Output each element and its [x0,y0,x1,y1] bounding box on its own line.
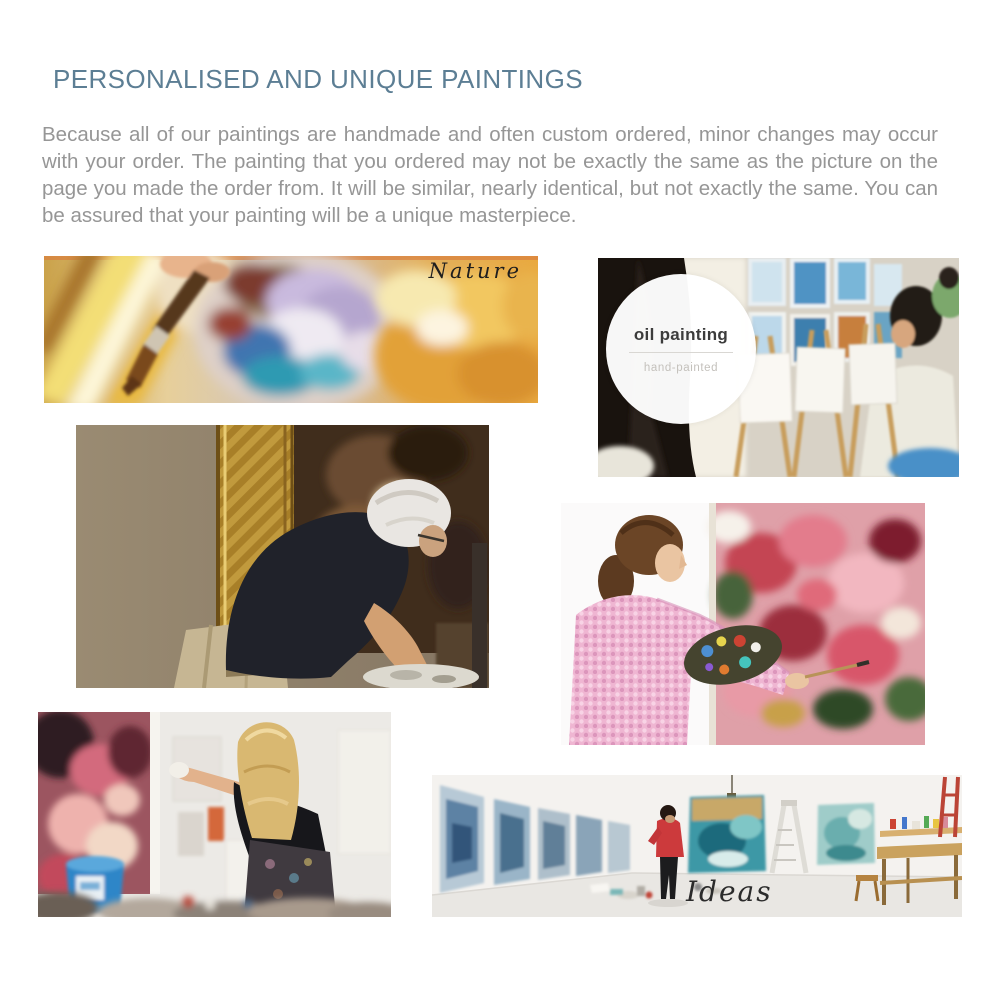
photo-studio-artist [38,712,391,917]
badge-subtitle: hand-painted [643,361,719,374]
badge-divider [629,352,733,353]
badge-title: oil painting [633,324,729,344]
photo-painting-class [598,258,959,477]
oil-painting-badge [606,274,756,424]
page-title: PERSONALISED AND UNIQUE PAINTINGS [53,64,583,94]
studio-artist-illustration [38,712,391,917]
ideas-caption: Ideas [686,875,773,908]
photo-woman-painting-roses [561,503,925,745]
intro-paragraph: Because all of our paintings are handmade and often custom ordered, minor changes may occur with your order. The painting that you ordered may not be exactly the same as the picture on the page you made the order from. It will be similar, nearly identical, but not exactly the same. You can be assured that your painting will be a unique masterpiece. [42,123,938,227]
photo-gallery-studio [432,775,962,917]
nature-caption: Nature [428,259,522,283]
woman-painting-roses-illustration [561,503,925,745]
photo-brush-palette [44,256,538,403]
photo-elderly-artist [76,425,489,688]
elderly-artist-illustration [76,425,489,688]
